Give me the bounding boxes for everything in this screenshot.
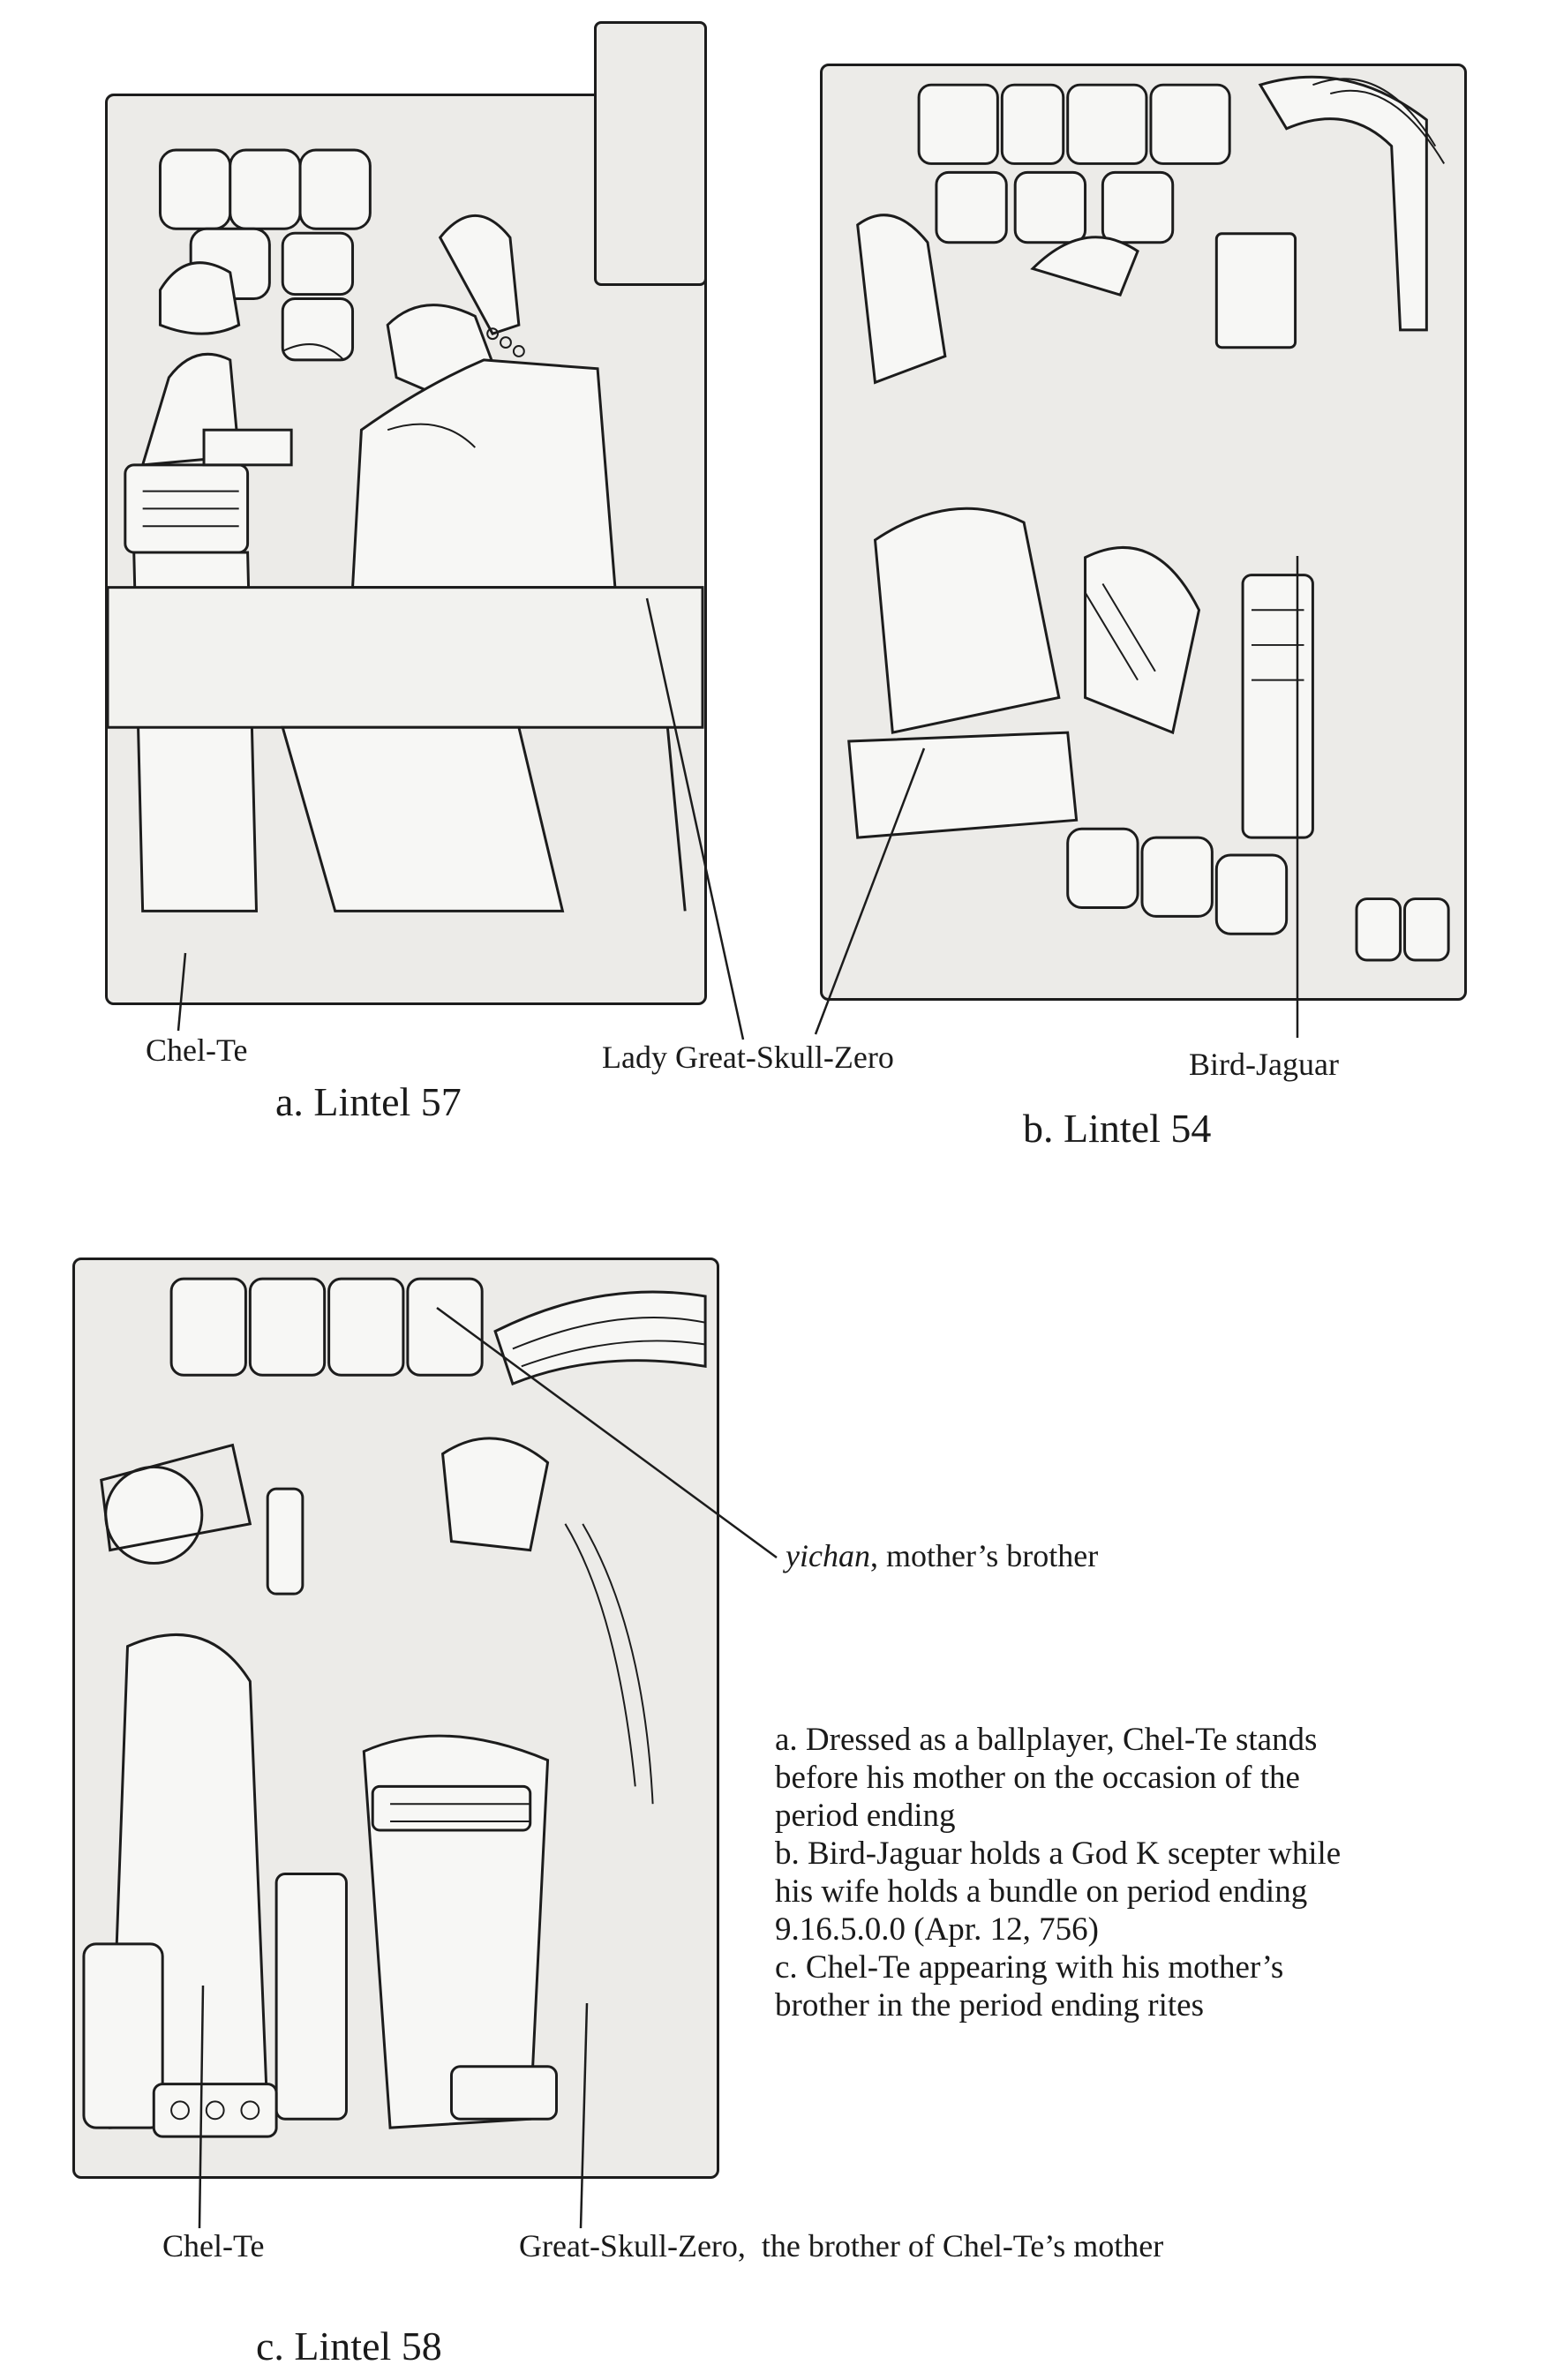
caption-b-line3: 9.16.5.0.0 (Apr. 12, 756) — [775, 1911, 1099, 1948]
caption-b-line2: his wife holds a bundle on period ending — [775, 1873, 1308, 1910]
caption-c-line2: brother in the period ending rites — [775, 1987, 1205, 2023]
figure-title-a: a. Lintel 57 — [275, 1079, 462, 1124]
caption-a-line3: period ending — [775, 1798, 956, 1834]
caption-a-line1: a. Dressed as a ballplayer, Chel-Te stands — [775, 1722, 1318, 1758]
label-chel-te-a: Chel-Te — [146, 1032, 248, 1068]
label-yichan-callout — [786, 1540, 1098, 1572]
lintel-54-drawing — [820, 64, 1467, 1001]
yichan-gloss: , mother’s brother — [869, 1538, 1099, 1573]
figure-title-c: c. Lintel 58 — [256, 2324, 442, 2369]
label-lady-great-skull-zero: Lady Great-Skull-Zero — [602, 1040, 894, 1075]
figure-caption — [775, 1721, 1463, 2024]
label-bird-jaguar: Bird-Jaguar — [1189, 1047, 1339, 1082]
caption-a-line2: before his mother on the occasion of the — [775, 1760, 1300, 1796]
lintel-58-drawing — [72, 1258, 719, 2179]
lintel-54-figures — [823, 66, 1464, 998]
lintel-57-glyph-column — [594, 21, 707, 286]
yichan-term: yichan — [786, 1538, 870, 1573]
caption-b-line1: b. Bird-Jaguar holds a God K scepter while — [775, 1836, 1342, 1872]
lintel-58-figures — [75, 1260, 717, 2176]
label-great-skull-zero: Great-Skull-Zero, the brother of Chel-Te’s mother — [519, 2228, 1164, 2264]
caption-c-line1: c. Chel-Te appearing with his mother’s — [775, 1949, 1284, 1986]
label-chel-te-c: Chel-Te — [162, 2228, 265, 2264]
figure-title-b: b. Lintel 54 — [1023, 1106, 1212, 1151]
